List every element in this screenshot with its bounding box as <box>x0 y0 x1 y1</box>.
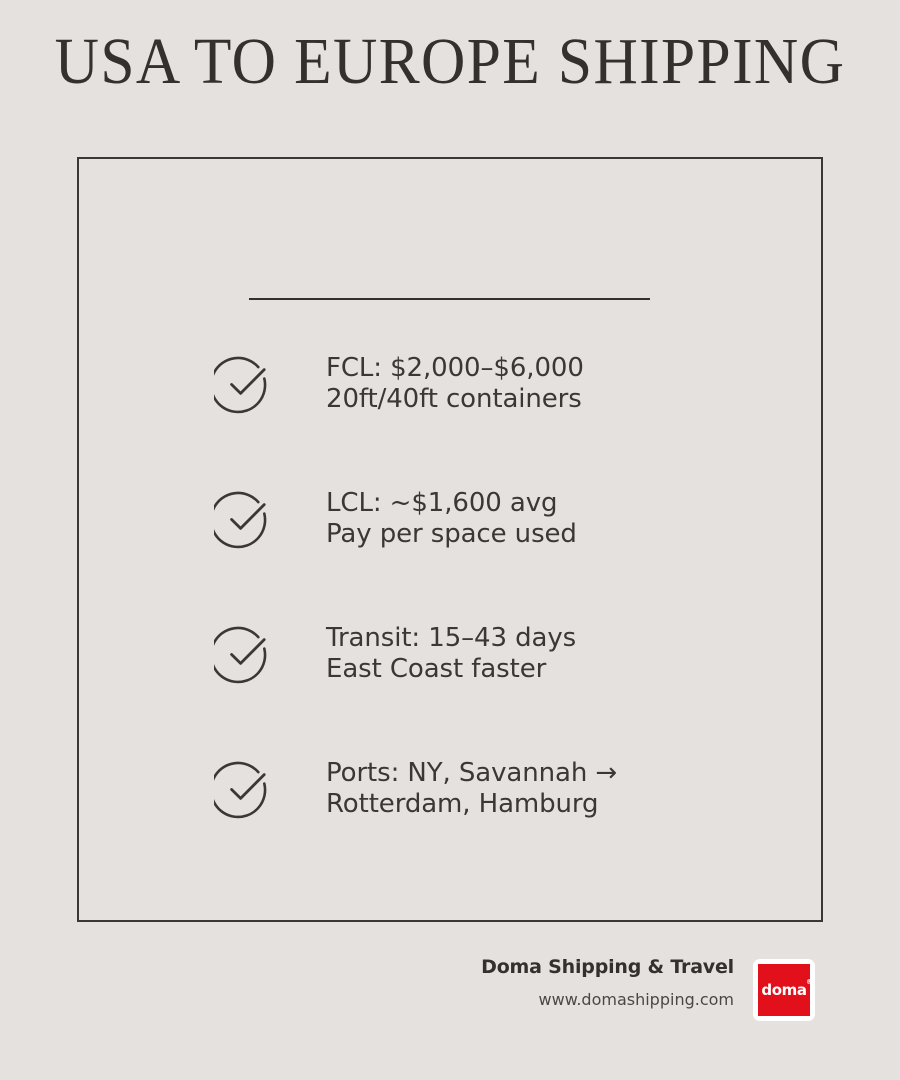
feature-list <box>214 352 734 820</box>
list-item-line-2: Rotterdam, Hamburg <box>326 789 599 819</box>
list-item-line-2: Pay per space used <box>326 519 577 549</box>
logo-red-square <box>758 964 813 1016</box>
check-circle-icon <box>214 759 274 819</box>
logo-wordmark <box>761 977 813 999</box>
list-item-line-1: Ports: NY, Savannah → <box>326 758 618 788</box>
brand-logo <box>753 959 815 1021</box>
logo-word-text: doma <box>761 980 807 999</box>
list-item <box>214 487 734 550</box>
list-item-line-2: East Coast faster <box>326 654 547 684</box>
check-circle-icon <box>214 489 274 549</box>
section-divider <box>249 298 650 300</box>
list-item-text <box>326 622 576 685</box>
list-item-line-2: 20ft/40ft containers <box>326 384 582 414</box>
list-item-line-1: Transit: 15–43 days <box>326 623 577 653</box>
list-item <box>214 352 734 415</box>
check-circle-icon <box>214 624 274 684</box>
footer-text-block <box>481 955 734 1011</box>
page-title: USA TO EUROPE SHIPPING <box>54 25 846 98</box>
brand-name: Doma Shipping & Travel <box>481 956 734 978</box>
footer <box>0 955 900 1030</box>
list-item <box>214 622 734 685</box>
list-item-text <box>326 757 617 820</box>
brand-website[interactable]: www.domashipping.com <box>538 990 734 1009</box>
registered-mark-icon: ® <box>805 977 813 986</box>
list-item-line-1: LCL: ~$1,600 avg <box>326 488 558 518</box>
list-item <box>214 757 734 820</box>
list-item-text <box>326 352 584 415</box>
list-item-line-1: FCL: $2,000–$6,000 <box>326 353 584 383</box>
check-circle-icon <box>214 354 274 414</box>
list-item-text <box>326 487 577 550</box>
